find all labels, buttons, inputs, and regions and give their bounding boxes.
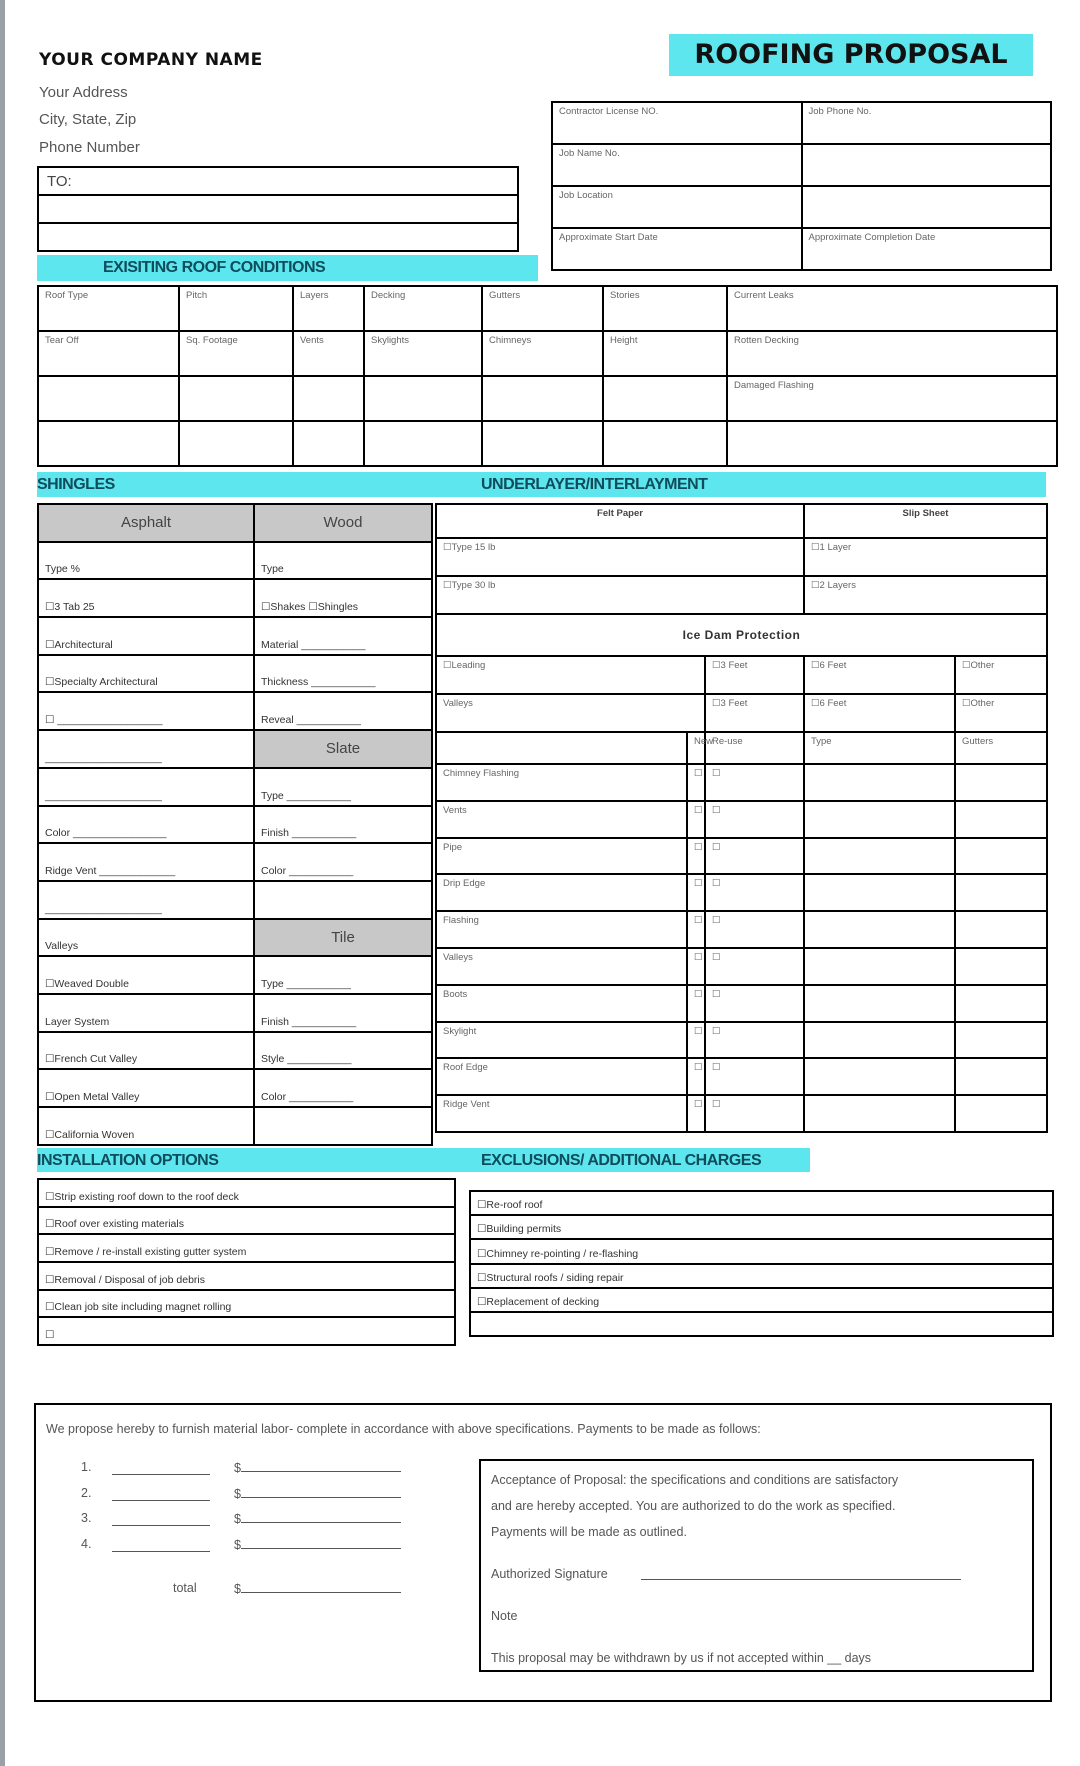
job-info-cell[interactable]: Job Location xyxy=(552,186,802,228)
ice-dam-location[interactable]: Valleys xyxy=(436,694,705,732)
shingle-option[interactable]: ☐California Woven xyxy=(38,1107,254,1145)
flashing-item[interactable]: Flashing xyxy=(436,911,687,948)
flashing-item[interactable]: Drip Edge xyxy=(436,874,687,911)
payment-number: 4. xyxy=(81,1537,92,1552)
shingle-option[interactable]: Thickness ___________ xyxy=(254,655,432,693)
existing-roof-cell[interactable]: Rotten Decking xyxy=(727,331,1057,376)
job-info-cell[interactable] xyxy=(802,144,1052,186)
reuse-checkbox[interactable]: ☐ xyxy=(705,985,804,1022)
exclusion-row xyxy=(470,1239,1053,1263)
installation-option[interactable]: ☐ xyxy=(38,1317,455,1345)
exclusions-list xyxy=(469,1190,1054,1337)
installation-banner xyxy=(37,1148,810,1172)
existing-roof-row xyxy=(38,376,1057,421)
shingle-option[interactable]: ____________________ xyxy=(38,768,254,806)
installation-option[interactable]: ☐Clean job site including magnet rolling xyxy=(38,1290,455,1318)
existing-roof-cell[interactable] xyxy=(727,421,1057,466)
shingle-option[interactable]: ____________________ xyxy=(38,881,254,919)
shingles-row xyxy=(38,1032,432,1070)
exclusion-option[interactable] xyxy=(470,1312,1053,1336)
shingle-option[interactable]: Color ___________ xyxy=(254,843,432,881)
existing-roof-banner: EXISITING ROOF CONDITIONS xyxy=(37,255,538,281)
flashing-item[interactable]: Ridge Vent xyxy=(436,1095,687,1132)
flashing-row xyxy=(436,764,1047,801)
flashing-row xyxy=(436,911,1047,948)
ice-dam-3ft[interactable]: ☐3 Feet xyxy=(705,694,804,732)
flashing-item[interactable]: Valleys xyxy=(436,948,687,985)
installation-row xyxy=(38,1262,455,1290)
existing-roof-cell[interactable] xyxy=(179,421,293,466)
job-info-row xyxy=(552,102,1051,144)
existing-roof-cell[interactable]: Gutters xyxy=(482,286,603,331)
installation-title: INSTALLATION OPTIONS xyxy=(37,1152,219,1169)
flashing-item[interactable]: Vents xyxy=(436,801,687,838)
payment-description-field[interactable] xyxy=(112,1488,210,1506)
dollar-sign: $ xyxy=(234,1512,241,1527)
existing-roof-cell[interactable]: Chimneys xyxy=(482,331,603,376)
reuse-checkbox[interactable]: ☐ xyxy=(705,801,804,838)
proposal-box xyxy=(34,1403,1052,1702)
ice-dam-other[interactable]: ☐Other xyxy=(955,656,1047,694)
to-line-2[interactable] xyxy=(38,195,518,223)
shingles-row xyxy=(38,956,432,994)
shingles-row xyxy=(38,994,432,1032)
existing-roof-cell[interactable] xyxy=(293,421,364,466)
shingles-row xyxy=(38,1107,432,1145)
shingles-row xyxy=(38,692,432,730)
shingles-row xyxy=(38,730,432,768)
shingle-option[interactable]: ☐ __________________ xyxy=(38,692,254,730)
payment-number: 1. xyxy=(81,1460,92,1474)
felt-row xyxy=(436,538,1047,576)
flashing-row xyxy=(436,838,1047,875)
exclusion-row xyxy=(470,1288,1053,1312)
reuse-checkbox[interactable]: ☐ xyxy=(705,1095,804,1132)
shingle-option[interactable]: ☐Weaved Double xyxy=(38,956,254,994)
type-field[interactable] xyxy=(804,874,955,911)
job-info-cell[interactable]: Job Phone No. xyxy=(802,102,1052,144)
felt-option[interactable]: ☐Type 30 lb xyxy=(436,576,804,614)
job-info-cell[interactable]: Contractor License NO. xyxy=(552,102,802,144)
shingle-category-header: Slate xyxy=(254,730,432,768)
company-name: YOUR COMPANY NAME xyxy=(39,50,263,70)
job-info-table xyxy=(551,101,1052,271)
slip-option[interactable]: ☐2 Layers xyxy=(804,576,1047,614)
underlayment-title: UNDERLAYER/INTERLAYMENT xyxy=(481,476,708,493)
exclusion-option[interactable]: ☐Replacement of decking xyxy=(470,1288,1053,1312)
signature-label: Authorized Signature xyxy=(491,1567,608,1581)
job-info-cell[interactable]: Job Name No. xyxy=(552,144,802,186)
existing-roof-cell[interactable]: Vents xyxy=(293,331,364,376)
shingles-banner xyxy=(37,472,1046,497)
shingles-row xyxy=(38,579,432,617)
acceptance-line-3: Payments will be made as outlined. xyxy=(491,1525,687,1539)
shingles-row xyxy=(38,1069,432,1107)
existing-roof-cell[interactable]: Stories xyxy=(603,286,727,331)
existing-roof-cell[interactable] xyxy=(482,421,603,466)
flashing-header: Re-use xyxy=(705,732,804,764)
installation-option[interactable]: ☐Roof over existing materials xyxy=(38,1207,455,1235)
flashing-row xyxy=(436,1095,1047,1132)
shingles-row xyxy=(38,504,432,542)
shingle-option[interactable]: Color ________________ xyxy=(38,806,254,844)
exclusion-option[interactable]: ☐Structural roofs / siding repair xyxy=(470,1264,1053,1288)
shingle-option[interactable]: ☐Specialty Architectural xyxy=(38,655,254,693)
payment-description-field[interactable] xyxy=(112,1539,210,1557)
payment-description-field[interactable] xyxy=(112,1513,210,1531)
shingle-category-header: Wood xyxy=(254,504,432,542)
new-checkbox[interactable]: ☐ xyxy=(687,911,705,948)
felt-row xyxy=(436,576,1047,614)
flashing-header: New xyxy=(687,732,705,764)
shingles-row xyxy=(38,919,432,957)
shingles-title: SHINGLES xyxy=(37,476,115,493)
proposal-statement: We propose hereby to furnish material labor- complete in accordance with above specifications. Payments to be made as follows: xyxy=(46,1422,761,1436)
installation-options-list xyxy=(37,1178,456,1346)
existing-roof-row xyxy=(38,286,1057,331)
dollar-sign: $ xyxy=(234,1461,241,1475)
felt-paper-header: Felt Paper xyxy=(436,504,804,538)
shingle-option[interactable]: Color ___________ xyxy=(254,1069,432,1107)
underlayment-table xyxy=(435,503,1048,1133)
existing-roof-cell[interactable] xyxy=(38,421,179,466)
exclusion-option[interactable]: ☐Chimney re-pointing / re-flashing xyxy=(470,1239,1053,1263)
payment-amount-field[interactable] xyxy=(234,1511,401,1526)
existing-roof-cell[interactable] xyxy=(482,376,603,421)
existing-roof-cell[interactable]: Roof Type xyxy=(38,286,179,331)
gutters-field[interactable] xyxy=(955,985,1047,1022)
gutters-field[interactable] xyxy=(955,1095,1047,1132)
existing-roof-cell[interactable] xyxy=(364,376,482,421)
exclusion-option[interactable]: ☐Re-roof roof xyxy=(470,1191,1053,1215)
existing-roof-cell[interactable]: Pitch xyxy=(179,286,293,331)
existing-roof-cell[interactable] xyxy=(179,376,293,421)
installation-option[interactable]: ☐Strip existing roof down to the roof deck xyxy=(38,1179,455,1207)
flashing-row xyxy=(436,948,1047,985)
ice-dam-option-row xyxy=(436,656,1047,694)
existing-roof-table xyxy=(37,285,1058,467)
new-checkbox[interactable]: ☐ xyxy=(687,1058,705,1095)
flashing-row xyxy=(436,801,1047,838)
shingle-option[interactable] xyxy=(254,1107,432,1145)
flashing-row xyxy=(436,985,1047,1022)
gutters-field[interactable] xyxy=(955,1058,1047,1095)
total-label: total xyxy=(173,1581,197,1595)
existing-roof-cell[interactable]: Skylights xyxy=(364,331,482,376)
company-city: City, State, Zip xyxy=(39,111,137,128)
acceptance-line-2: and are hereby accepted. You are authorized to do the work as specified. xyxy=(491,1499,896,1513)
flashing-row xyxy=(436,1058,1047,1095)
flashing-item[interactable]: Roof Edge xyxy=(436,1058,687,1095)
ice-dam-6ft[interactable]: ☐6 Feet xyxy=(804,656,955,694)
company-address: Your Address xyxy=(39,84,128,101)
shingle-option[interactable]: Finish ___________ xyxy=(254,994,432,1032)
payment-amount-field[interactable] xyxy=(234,1537,401,1552)
new-checkbox[interactable]: ☐ xyxy=(687,838,705,875)
type-field[interactable] xyxy=(804,985,955,1022)
shingle-option[interactable]: ☐French Cut Valley xyxy=(38,1032,254,1070)
company-phone: Phone Number xyxy=(39,139,140,156)
flashing-item[interactable]: Chimney Flashing xyxy=(436,764,687,801)
total-field[interactable] xyxy=(234,1581,401,1596)
reuse-checkbox[interactable]: ☐ xyxy=(705,838,804,875)
reuse-checkbox[interactable]: ☐ xyxy=(705,948,804,985)
type-field[interactable] xyxy=(804,1095,955,1132)
existing-roof-cell[interactable] xyxy=(603,376,727,421)
gutters-field[interactable] xyxy=(955,874,1047,911)
existing-roof-cell[interactable] xyxy=(364,421,482,466)
type-field[interactable] xyxy=(804,764,955,801)
dollar-sign: $ xyxy=(234,1538,241,1553)
shingles-table xyxy=(37,503,433,1146)
gutters-field[interactable] xyxy=(955,1022,1047,1059)
job-info-row xyxy=(552,228,1051,270)
flashing-item[interactable]: Boots xyxy=(436,985,687,1022)
payment-number: 2. xyxy=(81,1485,92,1500)
shingle-option[interactable]: ____________________ xyxy=(38,730,254,768)
shingle-category-header: Asphalt xyxy=(38,504,254,542)
job-info-row xyxy=(552,144,1051,186)
installation-option[interactable]: ☐Removal / Disposal of job debris xyxy=(38,1262,455,1290)
shingle-option[interactable]: Type ___________ xyxy=(254,956,432,994)
shingle-category-header: Tile xyxy=(254,919,432,957)
flashing-row xyxy=(436,1022,1047,1059)
existing-roof-cell[interactable]: Decking xyxy=(364,286,482,331)
gutters-field[interactable] xyxy=(955,838,1047,875)
payment-number: 3. xyxy=(81,1511,92,1526)
shingles-row xyxy=(38,768,432,806)
shingle-option[interactable]: Material ___________ xyxy=(254,617,432,655)
installation-row xyxy=(38,1207,455,1235)
shingle-option[interactable]: Reveal ___________ xyxy=(254,692,432,730)
acceptance-line-1: Acceptance of Proposal: the specifications and conditions are satisfactory xyxy=(491,1473,899,1487)
existing-roof-cell[interactable] xyxy=(603,421,727,466)
dollar-sign: $ xyxy=(234,1486,241,1501)
new-checkbox[interactable]: ☐ xyxy=(687,1022,705,1059)
shingle-option[interactable]: Style ___________ xyxy=(254,1032,432,1070)
shingle-option[interactable]: ☐Architectural xyxy=(38,617,254,655)
installation-row xyxy=(38,1234,455,1262)
flashing-item[interactable]: Pipe xyxy=(436,838,687,875)
installation-row xyxy=(38,1179,455,1207)
shingles-row xyxy=(38,542,432,580)
type-field[interactable] xyxy=(804,801,955,838)
job-info-row xyxy=(552,186,1051,228)
exclusion-row xyxy=(470,1215,1053,1239)
reuse-checkbox[interactable]: ☐ xyxy=(705,911,804,948)
flashing-row xyxy=(436,874,1047,911)
existing-roof-row xyxy=(38,421,1057,466)
installation-option[interactable]: ☐Remove / re-install existing gutter system xyxy=(38,1234,455,1262)
payment-amount-field[interactable] xyxy=(234,1460,401,1475)
gutters-field[interactable] xyxy=(955,948,1047,985)
ice-dam-other[interactable]: ☐Other xyxy=(955,694,1047,732)
shingles-row xyxy=(38,806,432,844)
shingles-row xyxy=(38,617,432,655)
shingle-option[interactable]: Layer System xyxy=(38,994,254,1032)
gutters-field[interactable] xyxy=(955,801,1047,838)
shingle-option[interactable]: Finish ___________ xyxy=(254,806,432,844)
flashing-header: Type xyxy=(804,732,955,764)
to-field[interactable]: TO: xyxy=(38,167,518,195)
slip-option[interactable]: ☐1 Layer xyxy=(804,538,1047,576)
shingle-option[interactable]: Valleys xyxy=(38,919,254,957)
felt-option[interactable]: ☐Type 15 lb xyxy=(436,538,804,576)
ice-dam-6ft[interactable]: ☐6 Feet xyxy=(804,694,955,732)
existing-roof-cell[interactable]: Height xyxy=(603,331,727,376)
acceptance-box xyxy=(479,1459,1034,1672)
new-checkbox[interactable]: ☐ xyxy=(687,874,705,911)
ice-dam-3ft[interactable]: ☐3 Feet xyxy=(705,656,804,694)
type-field[interactable] xyxy=(804,911,955,948)
type-field[interactable] xyxy=(804,1022,955,1059)
exclusion-row xyxy=(470,1264,1053,1288)
shingle-option[interactable]: ☐Open Metal Valley xyxy=(38,1069,254,1107)
to-line-3[interactable] xyxy=(38,223,518,251)
flashing-header xyxy=(436,732,687,764)
existing-roof-cell[interactable] xyxy=(38,376,179,421)
existing-roof-row xyxy=(38,331,1057,376)
page-edge xyxy=(0,0,5,1766)
flashing-header-row xyxy=(436,732,1047,764)
job-info-cell[interactable]: Approximate Start Date xyxy=(552,228,802,270)
withdraw-notice: This proposal may be withdrawn by us if not accepted within __ days xyxy=(491,1651,872,1665)
flashing-item[interactable]: Skylight xyxy=(436,1022,687,1059)
shingle-option[interactable]: Type % xyxy=(38,542,254,580)
shingle-option[interactable]: ☐3 Tab 25 xyxy=(38,579,254,617)
note-label: Note xyxy=(491,1609,518,1623)
existing-roof-cell[interactable] xyxy=(293,376,364,421)
new-checkbox[interactable]: ☐ xyxy=(687,948,705,985)
reuse-checkbox[interactable]: ☐ xyxy=(705,1058,804,1095)
shingle-option[interactable]: Ridge Vent _____________ xyxy=(38,843,254,881)
existing-roof-cell[interactable]: Layers xyxy=(293,286,364,331)
dollar-sign: $ xyxy=(234,1582,241,1596)
to-box xyxy=(37,166,519,252)
type-field[interactable] xyxy=(804,948,955,985)
reuse-checkbox[interactable]: ☐ xyxy=(705,1022,804,1059)
shingle-option[interactable]: Type xyxy=(254,542,432,580)
new-checkbox[interactable]: ☐ xyxy=(687,764,705,801)
new-checkbox[interactable]: ☐ xyxy=(687,801,705,838)
job-info-cell[interactable]: Approximate Completion Date xyxy=(802,228,1052,270)
existing-roof-cell[interactable]: Current Leaks xyxy=(727,286,1057,331)
exclusions-title: EXCLUSIONS/ ADDITIONAL CHARGES xyxy=(481,1152,762,1169)
exclusion-option[interactable]: ☐Building permits xyxy=(470,1215,1053,1239)
shingle-option[interactable] xyxy=(254,881,432,919)
shingles-row xyxy=(38,843,432,881)
payment-description-field[interactable] xyxy=(112,1462,210,1480)
shingle-option[interactable]: ☐Shakes ☐Shingles xyxy=(254,579,432,617)
type-field[interactable] xyxy=(804,838,955,875)
ice-dam-row xyxy=(436,614,1047,656)
felt-header-row xyxy=(436,504,1047,538)
new-checkbox[interactable]: ☐ xyxy=(687,985,705,1022)
ice-dam-option-row xyxy=(436,694,1047,732)
gutters-field[interactable] xyxy=(955,911,1047,948)
installation-row xyxy=(38,1290,455,1318)
shingle-option[interactable]: Type ___________ xyxy=(254,768,432,806)
shingles-row xyxy=(38,655,432,693)
exclusion-row xyxy=(470,1191,1053,1215)
reuse-checkbox[interactable]: ☐ xyxy=(705,764,804,801)
ice-dam-title: Ice Dam Protection xyxy=(436,614,1047,656)
job-info-cell[interactable] xyxy=(802,186,1052,228)
shingles-row xyxy=(38,881,432,919)
exclusion-row xyxy=(470,1312,1053,1336)
payment-amount-field[interactable] xyxy=(234,1486,401,1501)
installation-row xyxy=(38,1317,455,1345)
gutters-field[interactable] xyxy=(955,764,1047,801)
reuse-checkbox[interactable]: ☐ xyxy=(705,874,804,911)
slip-sheet-header: Slip Sheet xyxy=(804,504,1047,538)
signature-field[interactable] xyxy=(641,1567,961,1585)
existing-roof-cell[interactable]: Sq. Footage xyxy=(179,331,293,376)
flashing-header: Gutters xyxy=(955,732,1047,764)
ice-dam-location[interactable]: ☐Leading xyxy=(436,656,705,694)
new-checkbox[interactable]: ☐ xyxy=(687,1095,705,1132)
existing-roof-cell[interactable]: Damaged Flashing xyxy=(727,376,1057,421)
type-field[interactable] xyxy=(804,1058,955,1095)
document-title: ROOFING PROPOSAL xyxy=(669,34,1033,76)
existing-roof-cell[interactable]: Tear Off xyxy=(38,331,179,376)
